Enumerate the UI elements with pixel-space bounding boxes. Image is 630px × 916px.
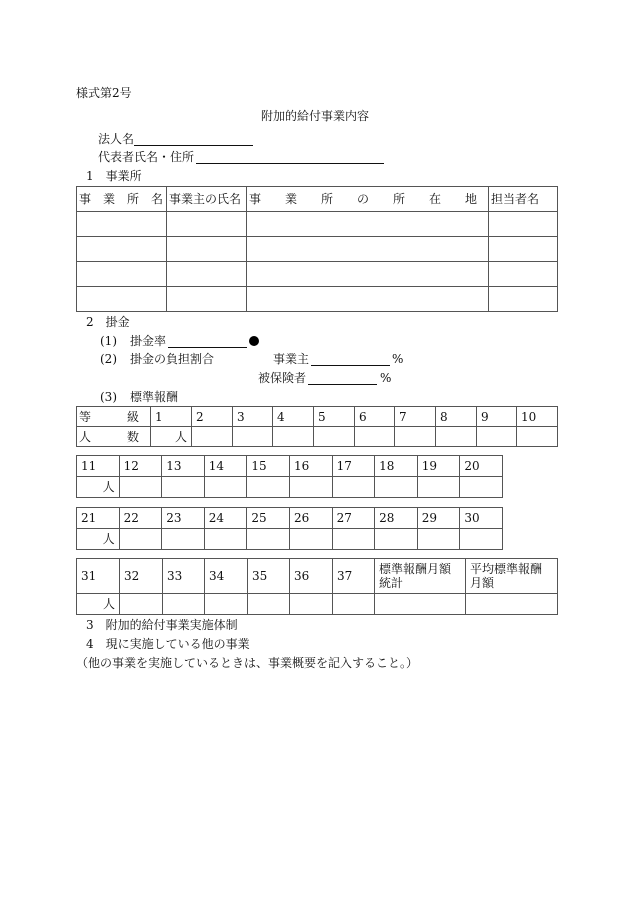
count-cell[interactable]	[289, 529, 332, 550]
insured-label: 被保険者	[258, 371, 307, 385]
cell[interactable]	[77, 237, 167, 262]
cell[interactable]	[167, 212, 247, 237]
header-contact: 担当者名	[489, 187, 558, 212]
page-title: 附加的給付事業内容	[260, 109, 369, 123]
grade-cell: 22	[119, 508, 162, 529]
grade-cell: 14	[204, 456, 247, 477]
grade-cell: 7	[395, 407, 436, 427]
grade-cell: 34	[205, 559, 248, 594]
grade-cell: 15	[247, 456, 290, 477]
cell[interactable]	[489, 262, 558, 287]
table-row	[77, 262, 558, 287]
count-cell[interactable]	[162, 477, 205, 498]
count-cell[interactable]	[273, 427, 314, 447]
grade-cell: 13	[162, 456, 205, 477]
section1-heading: 1 事業所	[86, 169, 142, 183]
table-row	[77, 287, 558, 312]
count-cell[interactable]	[355, 427, 395, 447]
grade-cell: 3	[233, 407, 273, 427]
grade-cell: 27	[332, 508, 375, 529]
corp-name-field[interactable]	[134, 145, 253, 146]
table-row	[77, 212, 558, 237]
cell[interactable]	[489, 287, 558, 312]
count-cell[interactable]	[460, 529, 503, 550]
cell[interactable]	[167, 237, 247, 262]
count-cell[interactable]: 人	[77, 529, 120, 550]
section4-heading: 4 現に実施している他の事業	[86, 637, 250, 651]
grade-cell: 29	[417, 508, 460, 529]
grade-cell: 26	[289, 508, 332, 529]
item2-num: (2)	[100, 352, 117, 366]
count-cell[interactable]: 人	[77, 477, 120, 498]
count-cell[interactable]	[417, 529, 460, 550]
grade-table-3	[76, 507, 503, 550]
grade-cell: 20	[460, 456, 503, 477]
corp-name-label: 法人名	[98, 132, 135, 146]
grade-cell: 4	[273, 407, 314, 427]
count-cell[interactable]: 人	[77, 594, 120, 615]
count-cell[interactable]	[417, 477, 460, 498]
total-cell[interactable]	[375, 594, 466, 615]
grade-cell: 17	[332, 456, 375, 477]
bullet-dot-icon	[249, 336, 259, 346]
count-cell[interactable]	[119, 477, 162, 498]
count-cell[interactable]	[120, 594, 163, 615]
grade-table-1	[76, 406, 558, 447]
count-cell[interactable]	[233, 427, 273, 447]
grade-cell: 6	[355, 407, 395, 427]
cell[interactable]	[167, 287, 247, 312]
grade-cell: 24	[204, 508, 247, 529]
grade-cell: 30	[460, 508, 503, 529]
office-table	[76, 186, 558, 312]
grade-cell: 37	[333, 559, 375, 594]
count-cell[interactable]	[204, 477, 247, 498]
grade-cell: 11	[77, 456, 120, 477]
count-cell[interactable]	[247, 477, 290, 498]
count-cell[interactable]	[289, 477, 332, 498]
cell[interactable]	[77, 212, 167, 237]
cell[interactable]	[489, 237, 558, 262]
item3-num: (3)	[100, 390, 117, 404]
grade-label: 等 級	[77, 407, 151, 427]
rep-field[interactable]	[196, 163, 384, 164]
count-cell[interactable]	[333, 594, 375, 615]
grade-table-2	[76, 455, 503, 498]
item1-num: (1)	[100, 334, 117, 348]
percent-sign: %	[380, 371, 392, 385]
cell[interactable]	[77, 262, 167, 287]
section4-note: （他の事業を実施しているときは、事業概要を記入すること。）	[76, 656, 419, 670]
section2-heading: 2 掛金	[86, 315, 130, 329]
grade-cell: 1	[151, 407, 192, 427]
grade-cell: 28	[375, 508, 418, 529]
average-cell[interactable]	[466, 594, 558, 615]
count-cell[interactable]	[205, 594, 248, 615]
form-number: 様式第2号	[76, 86, 132, 100]
grade-cell: 12	[119, 456, 162, 477]
count-cell[interactable]	[332, 477, 375, 498]
cell[interactable]	[247, 262, 489, 287]
header-office-address: 事 業 所 の 所 在 地	[247, 187, 489, 212]
count-cell[interactable]	[119, 529, 162, 550]
grade-cell: 18	[375, 456, 418, 477]
share-label: 掛金の負担割合	[130, 352, 215, 366]
total-label: 標準報酬月額統計	[375, 559, 466, 594]
count-label: 人 数	[77, 427, 151, 447]
percent-sign: %	[392, 352, 404, 366]
count-cell[interactable]: 人	[151, 427, 192, 447]
grade-cell: 36	[290, 559, 333, 594]
cell[interactable]	[77, 287, 167, 312]
count-cell[interactable]	[477, 427, 517, 447]
cell[interactable]	[247, 212, 489, 237]
grade-cell: 5	[314, 407, 355, 427]
header-office-name: 事 業 所 名	[77, 187, 167, 212]
grade-cell: 9	[477, 407, 517, 427]
grade-cell: 21	[77, 508, 120, 529]
count-cell[interactable]	[247, 529, 290, 550]
cell[interactable]	[489, 212, 558, 237]
count-cell[interactable]	[163, 594, 205, 615]
grade-cell: 10	[517, 407, 558, 427]
grade-cell: 8	[436, 407, 477, 427]
section3-heading: 3 附加的給付事業実施体制	[86, 618, 238, 632]
count-cell[interactable]	[517, 427, 558, 447]
count-cell[interactable]	[375, 529, 418, 550]
count-cell[interactable]	[290, 594, 333, 615]
office-header-row	[77, 187, 558, 212]
table-row	[77, 237, 558, 262]
grade-cell: 32	[120, 559, 163, 594]
cell[interactable]	[247, 237, 489, 262]
salary-label: 標準報酬	[130, 390, 179, 404]
grade-cell: 25	[247, 508, 290, 529]
insured-share-field[interactable]	[308, 384, 377, 385]
grade-cell: 35	[248, 559, 290, 594]
grade-cell: 33	[163, 559, 205, 594]
count-cell[interactable]	[460, 477, 503, 498]
grade-cell: 16	[289, 456, 332, 477]
count-cell[interactable]	[204, 529, 247, 550]
grade-cell: 2	[192, 407, 233, 427]
employer-label: 事業主	[273, 352, 310, 366]
count-cell[interactable]	[395, 427, 436, 447]
grade-table-4	[76, 558, 558, 615]
grade-cell: 31	[77, 559, 120, 594]
rate-field[interactable]	[168, 347, 247, 348]
count-cell[interactable]	[248, 594, 290, 615]
count-cell[interactable]	[192, 427, 233, 447]
employer-share-field[interactable]	[311, 365, 390, 366]
count-cell[interactable]	[332, 529, 375, 550]
count-cell[interactable]	[375, 477, 418, 498]
cell[interactable]	[247, 287, 489, 312]
rep-label: 代表者氏名・住所	[98, 150, 195, 164]
header-owner-name: 事業主の氏名	[167, 187, 247, 212]
cell[interactable]	[167, 262, 247, 287]
average-label: 平均標準報酬月額	[466, 559, 558, 594]
grade-cell: 19	[417, 456, 460, 477]
grade-cell: 23	[162, 508, 205, 529]
count-cell[interactable]	[314, 427, 355, 447]
count-cell[interactable]	[436, 427, 477, 447]
rate-label: 掛金率	[130, 334, 167, 348]
count-cell[interactable]	[162, 529, 205, 550]
